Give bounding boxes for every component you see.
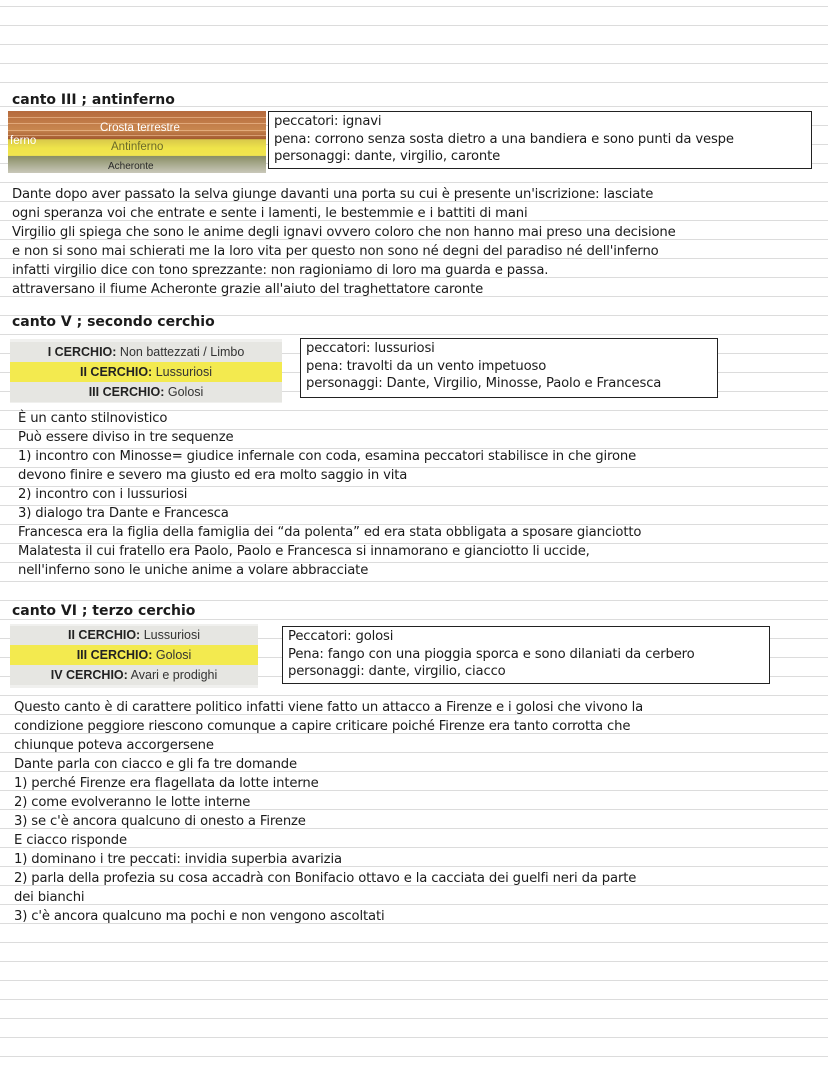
- text-line: È un canto stilnovistico: [18, 411, 168, 426]
- text-line: 2) come evolveranno le lotte interne: [14, 795, 251, 810]
- text-line: devono finire e severo ma giusto ed era molto saggio in vita: [18, 468, 408, 483]
- text-line: 2) parla della profezia su cosa accadrà con Bonifacio ottavo e la cacciata dei guelfi neri da parte: [14, 871, 637, 886]
- text-line: 2) incontro con i lussuriosi: [18, 487, 188, 502]
- text-line: nell'inferno sono le uniche anime a volare abbracciate: [18, 563, 369, 578]
- text-line: 3) dialogo tra Dante e Francesca: [18, 506, 229, 521]
- text-line: 3) c'è ancora qualcuno ma pochi e non vengono ascoltati: [14, 909, 385, 924]
- text-line: Dante dopo aver passato la selva giunge davanti una porta su cui è presente un'iscrizione: lasciate: [12, 187, 654, 202]
- canto5-pena: pena: travolti da un vento impetuoso: [306, 358, 547, 374]
- canto3-pena: pena: corrono senza sosta dietro a una bandiera e sono punti da vespe: [274, 131, 734, 147]
- canto6-personaggi: personaggi: dante, virgilio, ciacco: [288, 664, 506, 679]
- canto5-title: canto V ; secondo cerchio: [12, 314, 215, 330]
- cerchi-diagram-image-2: [10, 624, 258, 688]
- canto3-personaggi: personaggi: dante, virgilio, caronte: [274, 149, 501, 164]
- text-line: attraversano il fiume Acheronte grazie all'aiuto del traghettatore caronte: [12, 282, 484, 297]
- text-line: Dante parla con ciacco e gli fa tre domande: [14, 757, 297, 772]
- diagram-row-3: IV CERCHIO: Avari e prodighi: [10, 665, 258, 685]
- canto6-title: canto VI ; terzo cerchio: [12, 603, 196, 619]
- canto3-text: [12, 185, 676, 299]
- canto6-pena: Pena: fango con una pioggia sporca e sono dilaniati da cerbero: [288, 646, 695, 662]
- text-line: Malatesta il cui fratello era Paolo, Paolo e Francesca si innamorano e gianciotto li uccide,: [18, 544, 590, 559]
- diagram-row-1: I CERCHIO: Non battezzati / Limbo: [10, 342, 282, 362]
- diagram-label-ferno: ferno: [10, 135, 37, 147]
- diagram-label-crosta: Crosta terrestre: [100, 122, 180, 134]
- canto6-summary-box: [282, 626, 770, 684]
- text-line: Può essere diviso in tre sequenze: [18, 430, 234, 445]
- text-line: 1) dominano i tre peccati: invidia superbia avarizia: [14, 852, 342, 867]
- canto5-summary-box: [300, 338, 718, 398]
- diagram-row-1: II CERCHIO: Lussuriosi: [10, 626, 258, 645]
- diagram-row-2: III CERCHIO: Golosi: [10, 645, 258, 665]
- text-line: chiunque poteva accorgersene: [14, 738, 214, 753]
- text-line: 1) incontro con Minosse= giudice infernale con coda, esamina peccatori stabilisce in che girone: [18, 449, 637, 464]
- canto5-personaggi: personaggi: Dante, Virgilio, Minosse, Paolo e Francesca: [306, 376, 662, 391]
- text-line: Francesca era la figlia della famiglia dei “da polenta” ed era stata obbligata a sposare gianciotto: [18, 525, 642, 540]
- diagram-label-acheronte: Acheronte: [108, 161, 154, 172]
- text-line: 3) se c'è ancora qualcuno di onesto a Firenze: [14, 814, 306, 829]
- text-line: Virgilio gli spiega che sono le anime degli ignavi ovvero coloro che non hanno mai preso una decisione: [12, 225, 676, 240]
- text-line: 1) perché Firenze era flagellata da lotte interne: [14, 776, 319, 791]
- canto6-text: [14, 698, 643, 926]
- canto3-title: canto III ; antinferno: [12, 92, 175, 108]
- cerchi-diagram-image: [10, 339, 282, 403]
- text-line: e non si sono mai schierati me la loro vita per questo non sono né degni del paradiso né dell'inferno: [12, 244, 659, 259]
- canto3-peccatori: peccatori: ignavi: [274, 114, 382, 129]
- text-line: E ciacco risponde: [14, 833, 127, 848]
- canto6-peccatori: Peccatori: golosi: [288, 629, 394, 644]
- antinferno-diagram-image: [8, 111, 266, 173]
- canto5-text: [18, 409, 641, 580]
- diagram-row-2: II CERCHIO: Lussuriosi: [10, 362, 282, 382]
- diagram-row-3: III CERCHIO: Golosi: [10, 382, 282, 402]
- text-line: Questo canto è di carattere politico infatti viene fatto un attacco a Firenze e i golosi che vivono la: [14, 700, 644, 715]
- text-line: dei bianchi: [14, 890, 85, 905]
- text-line: infatti virgilio dice con tono sprezzante: non ragioniamo di loro ma guarda e passa.: [12, 263, 549, 278]
- text-line: ogni speranza voi che entrate e sente i lamenti, le bestemmie e i battiti di mani: [12, 206, 528, 221]
- text-line: condizione peggiore riescono comunque a capire criticare poiché Firenze era tanto corrotta che: [14, 719, 631, 734]
- diagram-label-antinferno: Antinferno: [111, 141, 164, 153]
- canto5-peccatori: peccatori: lussuriosi: [306, 341, 435, 356]
- canto3-summary-box: [268, 111, 812, 169]
